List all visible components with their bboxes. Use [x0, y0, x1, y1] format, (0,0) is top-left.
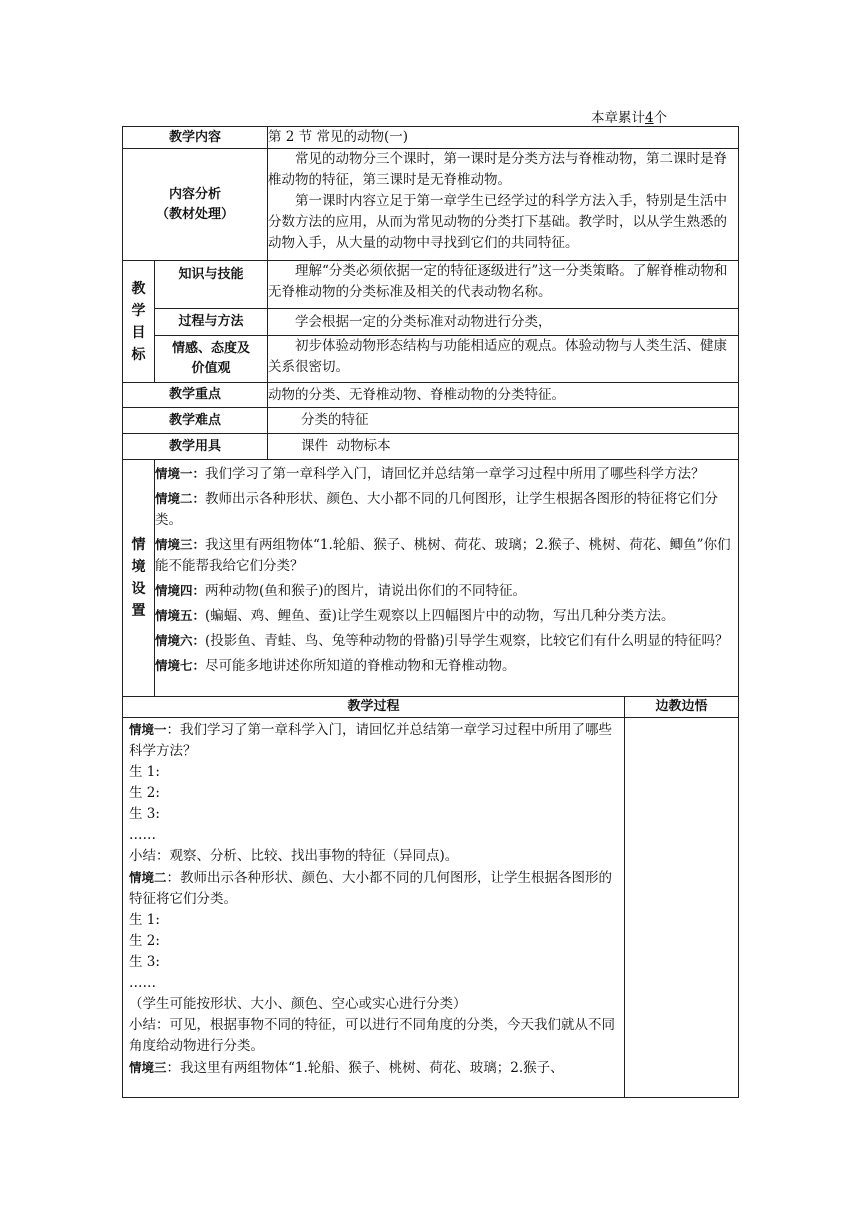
row-process-header: [123, 697, 739, 718]
counter-value: 4: [645, 110, 654, 126]
counter-prefix: 本章累计: [591, 110, 645, 126]
process-s1-ellipsis: ……: [129, 827, 156, 843]
process-s1-summary: 小结：观察、分析、比较、找出事物的特征（异同点)。: [129, 848, 459, 864]
reflection-header: 边教边悟: [625, 697, 739, 718]
process-s1-student-1: 生 1:: [129, 764, 160, 780]
row-knowledge-skills: [123, 261, 739, 309]
process-method-text: 学会根据一定的分类标准对动物进行分类，: [295, 313, 552, 330]
content-analysis-text: [268, 149, 739, 261]
teaching-difficulty-value: 分类的特征: [268, 408, 739, 434]
teaching-content-value: 第 2 节 常见的动物(一): [268, 127, 739, 149]
process-s1-student-2: 生 2:: [129, 785, 160, 801]
row-scenarios: [123, 460, 739, 697]
scenarios-char-3: 设: [131, 581, 146, 597]
scenario-1-text: 我们学习了第一章科学入门，请回忆并总结第一章学习过程中所用了哪些科学方法？: [205, 466, 705, 482]
row-teaching-focus: [123, 383, 739, 408]
process-s2-ellipsis: ……: [129, 975, 156, 991]
content-analysis-label-line2: （教材处理）: [156, 206, 235, 222]
scenarios-group-label: [123, 460, 155, 697]
emotion-values-text: 初步体验动物形态结构与功能相适应的观点。体验动物与人类生活、健康关系很密切。: [268, 338, 728, 375]
row-teaching-difficulty: [123, 408, 739, 434]
process-method-value: [268, 309, 739, 336]
scenario-6-text: (投影鱼、青蛙、鸟、兔等种动物的骨骼)引导学生观察，比较它们有什么明显的特征吗？: [205, 633, 729, 649]
scenario-5-tag: 情境五：: [155, 608, 206, 623]
process-s2-student-3: 生 3:: [129, 954, 160, 970]
scenario-4-tag: 情境四：: [155, 583, 206, 598]
scenarios-list: [155, 460, 739, 697]
process-s1-text: ：我们学习了第一章科学入门，请回忆并总结第一章学习过程中所用了哪些科学方法？: [129, 722, 613, 759]
scenario-1-tag: 情境一：: [155, 466, 206, 481]
scenario-5-text: (蝙蝠、鸡、鲤鱼、蚕)让学生观察以上四幅图片中的动物，写出几种分类方法。: [205, 608, 675, 624]
scenario-7-text: 尽可能多地讲述你所知道的脊椎动物和无脊椎动物。: [205, 658, 516, 674]
lesson-plan-table: [122, 126, 739, 1098]
process-s3-text: ：我这里有两组物体“1.轮船、猴子、桃树、荷花、玻璃；2.猴子、: [166, 1060, 564, 1076]
emotion-label-line1: 情感、态度及: [172, 341, 251, 356]
content-analysis-label: [123, 149, 268, 261]
scenario-3: [155, 534, 738, 577]
process-s2-student-1: 生 1:: [129, 912, 160, 928]
process-scenario-3: [129, 1057, 618, 1079]
objectives-char-1: 教: [131, 280, 146, 297]
process-method-label: 过程与方法: [155, 309, 268, 336]
scenarios-char-1: 情: [131, 537, 146, 553]
scenario-7-tag: 情境七：: [155, 658, 206, 673]
process-s1-tag: 情境一: [129, 722, 167, 737]
emotion-values-value: [268, 336, 739, 383]
teaching-content-label: 教学内容: [123, 127, 268, 149]
counter-suffix: 个: [653, 110, 668, 126]
objectives-char-3: 目: [131, 324, 146, 341]
teaching-tools-label: 教学用具: [123, 434, 268, 460]
scenarios-char-2: 境: [131, 559, 146, 575]
row-content-analysis: [123, 149, 739, 261]
scenario-2-tag: 情境二：: [155, 491, 206, 506]
knowledge-skills-value: [268, 261, 739, 309]
content-analysis-label-line1: 内容分析: [169, 186, 222, 202]
row-teaching-tools: [123, 434, 739, 460]
scenario-3-tag: 情境三：: [155, 537, 206, 552]
emotion-label-line2: 价值观: [191, 361, 231, 376]
knowledge-skills-text: 理解“分类必须依据一定的特征逐级进行”这一分类策略。了解脊椎动物和无脊椎动物的分类标准及相关的代表动物名称。: [268, 263, 728, 300]
analysis-paragraph-1: 常见的动物分三个课时，第一课时是分类方法与脊椎动物，第二课时是脊椎动物的特征，第三课时是无脊椎动物。: [268, 151, 728, 188]
scenario-4-text: 两种动物(鱼和猴子)的图片，请说出你们的不同特征。: [205, 583, 527, 599]
process-scenario-1: [129, 719, 618, 762]
scenario-3-text: 我这里有两组物体“1.轮船、猴子、桃树、荷花、玻璃；2.猴子、桃树、荷花、鲫鱼”你们能不能帮我给它们分类？: [155, 537, 731, 574]
process-s2-note: （学生可能按形状、大小、颜色、空心或实心进行分类）: [129, 996, 467, 1012]
row-process-body: [123, 718, 739, 1098]
emotion-values-label: [155, 336, 268, 383]
scenarios-char-4: 置: [131, 603, 146, 619]
objectives-char-4: 标: [131, 346, 146, 363]
objectives-group-label: [123, 261, 155, 383]
scenario-5: [155, 605, 738, 627]
process-s2-text: ：教师出示各种形状、颜色、大小都不同的几何图形，让学生根据各图形的特征将它们分类。: [129, 870, 613, 907]
row-teaching-content: [123, 127, 739, 149]
process-s2-student-2: 生 2:: [129, 933, 160, 949]
process-scenario-2: [129, 867, 618, 910]
chapter-counter: [591, 106, 667, 126]
teaching-process-header: 教学过程: [123, 697, 625, 718]
scenario-7: [155, 655, 738, 677]
row-process-method: [123, 309, 739, 336]
teaching-focus-value: 动物的分类、无脊椎动物、脊椎动物的分类特征。: [268, 383, 739, 408]
process-s3-tag: 情境三: [129, 1060, 167, 1075]
knowledge-skills-label: 知识与技能: [155, 261, 268, 309]
scenario-4: [155, 580, 738, 602]
scenario-6: [155, 630, 738, 652]
process-s1-student-3: 生 3:: [129, 806, 160, 822]
teaching-process-body: [123, 718, 625, 1098]
row-emotion-values: [123, 336, 739, 383]
analysis-paragraph-2: 第一课时内容立足于第一章学生已经学过的科学方法入手，特别是生活中分数方法的应用，从而为常见动物的分类打下基础。教学时，以从学生熟悉的动物入手，从大量的动物中寻找到它们的共同特征。: [268, 193, 728, 251]
reflection-column: [625, 718, 739, 1098]
process-s2-tag: 情境二: [129, 870, 167, 885]
objectives-char-2: 学: [131, 302, 146, 319]
teaching-tools-value: 课件 动物标本: [268, 434, 739, 460]
scenario-2: [155, 488, 738, 531]
teaching-focus-label: 教学重点: [123, 383, 268, 408]
scenario-6-tag: 情境六：: [155, 633, 206, 648]
scenario-1: [155, 463, 738, 485]
teaching-difficulty-label: 教学难点: [123, 408, 268, 434]
scenario-2-text: 教师出示各种形状、颜色、大小都不同的几何图形，让学生根据各图形的特征将它们分类。: [155, 491, 719, 528]
process-s2-summary: 小结：可见，根据事物不同的特征，可以进行不同角度的分类，今天我们就从不同角度给动物进行分类。: [129, 1017, 615, 1054]
